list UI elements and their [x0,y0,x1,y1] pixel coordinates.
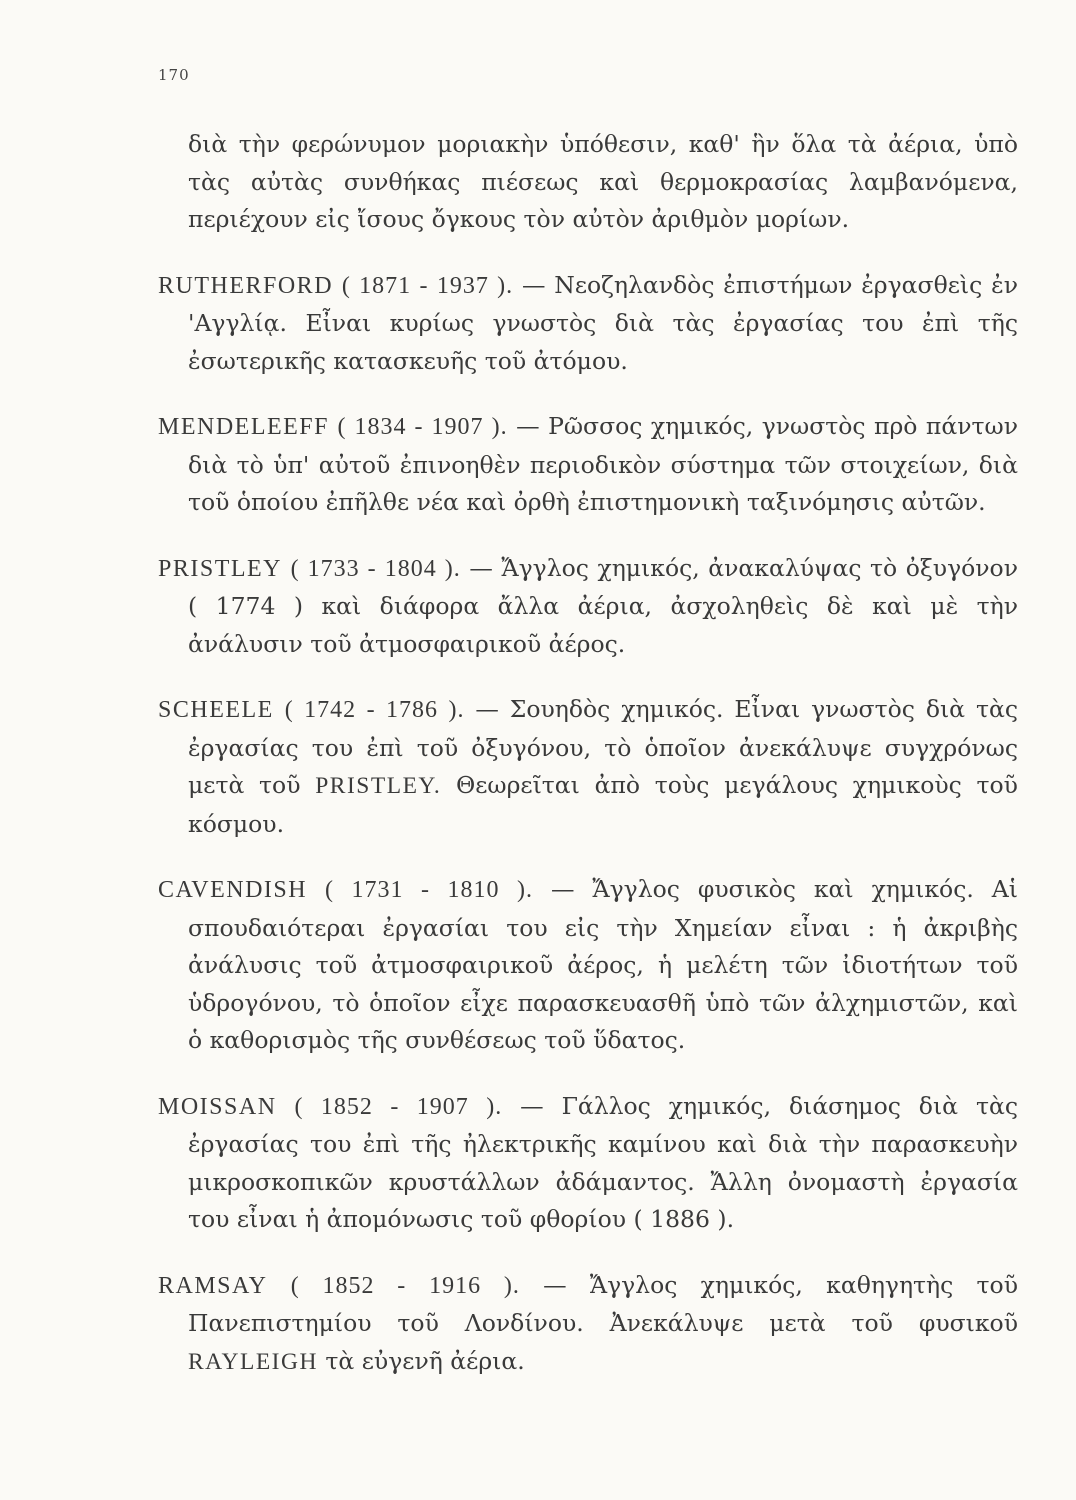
entry-scheele [158,691,1018,843]
entry-name: CAVENDISH [158,877,308,903]
entry-text: — Ἄγγλος χημικός, ἀνακαλύψας τὸ ὀξυγόνον ( 1774 ) καὶ διάφορα ἄλλα ἀέρια, ἀσχοληθεὶς δὲ καὶ μὲ τὴν ἀνάλυσιν τοῦ ἀτμοσφαιρικοῦ ἀέρος. [188,553,1018,658]
entry-text-continued: Θεωρεῖται ἀπὸ τοὺς μεγάλους χημικοὺς τοῦ κόσμου. [188,771,1018,838]
entry-text-continued: τὰ εὐγενῆ ἀέρια. [325,1346,525,1375]
entry-moissan [158,1088,1018,1239]
entry-cavendish [158,871,1018,1060]
entry-name: MOISSAN [158,1093,277,1120]
entry-name: RUTHERFORD [158,272,334,299]
text-column [158,126,1018,1381]
entry-name: SCHEELE [158,697,274,723]
entry-dates: ( 1733 - 1804 ). [290,555,461,582]
entry-text: — Ἄγγλος φυσικὸς καὶ χημικός. Αἱ σπουδαιότεραι ἐργασίαι του εἰς τὴν Χημείαν εἶναι : ἡ ἀκριβὴς ἀνάλυσις τοῦ ἀτμοσφαιρικοῦ ἀέρος, ἡ μελέτη τῶν ἰδιοτήτων τοῦ ὑδρογόνου, τὸ ὁποῖον εἶχε παρασκευασθῆ ὑπὸ τῶν ἀλχημιστῶν, καὶ ὁ καθορισμὸς τῆς συνθέσεως τοῦ ὕδατος. [188,875,1018,1054]
entry-dates: ( 1852 - 1916 ). [290,1272,520,1299]
entry-text: — Ἄγγλος χημικός, καθηγητὴς τοῦ Πανεπιστημίου τοῦ Λονδίνου. Ἀνεκάλυψε μετὰ τοῦ φυσικοῦ [188,1270,1018,1337]
inline-name-rayleigh: RAYLEIGH [188,1348,318,1375]
entry-rutherford [158,267,1018,381]
entry-dates: ( 1731 - 1810 ). [325,877,533,903]
entry-text: — Γάλλος χημικός, διάσημος διὰ τὰς ἐργασίας του ἐπὶ τῆς ἠλεκτρικῆς καμίνου καὶ διὰ τὴν παρασκευὴν μικροσκοπικῶν κρυστάλλων ἀδάμαντος. Ἄλλη ὀνομαστὴ ἐργασία του εἶναι ἡ ἀπομόνωσις τοῦ φθορίου ( 1886 ). [188,1091,1018,1233]
entry-text: — Σουηδὸς χημικός. Εἶναι γνωστὸς διὰ τὰς ἐργασίας του ἐπὶ τοῦ ὀξυγόνου, τὸ ὁποῖον ἀνεκάλυψε συγχρόνως μετὰ τοῦ [188,695,1018,799]
entry-pristley [158,550,1018,664]
entry-dates: ( 1852 - 1907 ). [294,1093,503,1120]
entry-text: — Νεοζηλανδὸς ἐπιστήμων ἐργασθεὶς ἐν 'Αγγλίᾳ. Εἶναι κυρίως γνωστὸς διὰ τὰς ἐργασίας του ἐπὶ τῆς ἐσωτερικῆς κατασκευῆς τοῦ ἀτόμου. [188,270,1018,375]
entry-dates: ( 1834 - 1907 ). [337,414,508,440]
entry-ramsay [158,1267,1018,1382]
entry-dates: ( 1742 - 1786 ). [284,697,465,723]
inline-name-pristley: PRISTLEY. [315,773,442,799]
page-number: 170 [158,66,190,84]
entry-text: — Ρῶσσος χημικός, γνωστὸς πρὸ πάντων διὰ τὸ ὑπ' αὐτοῦ ἐπινοηθὲν περιοδικὸν σύστημα τῶν στοιχείων, διὰ τοῦ ὁποίου ἐπῆλθε νέα καὶ ὀρθὴ ἐπιστημονικὴ ταξινόμησις αὐτῶν. [188,412,1018,516]
entry-mendeleeff [158,408,1018,522]
entry-name: MENDELEEFF [158,414,329,440]
entry-dates: ( 1871 - 1937 ). [341,272,514,299]
entry-name: PRISTLEY [158,555,283,582]
entry-name: RAMSAY [158,1272,268,1299]
intro-paragraph: διὰ τὴν φερώνυμον μοριακὴν ὑπόθεσιν, καθ' ἣν ὅλα τὰ ἀέρια, ὑπὸ τὰς αὐτὰς συνθήκας πιέσεως καὶ θερμοκρασίας λαμβανόμενα, περιέχουν εἰς ἴσους ὄγκους τὸν αὐτὸν ἀριθμὸν μορίων. [188,130,1018,233]
